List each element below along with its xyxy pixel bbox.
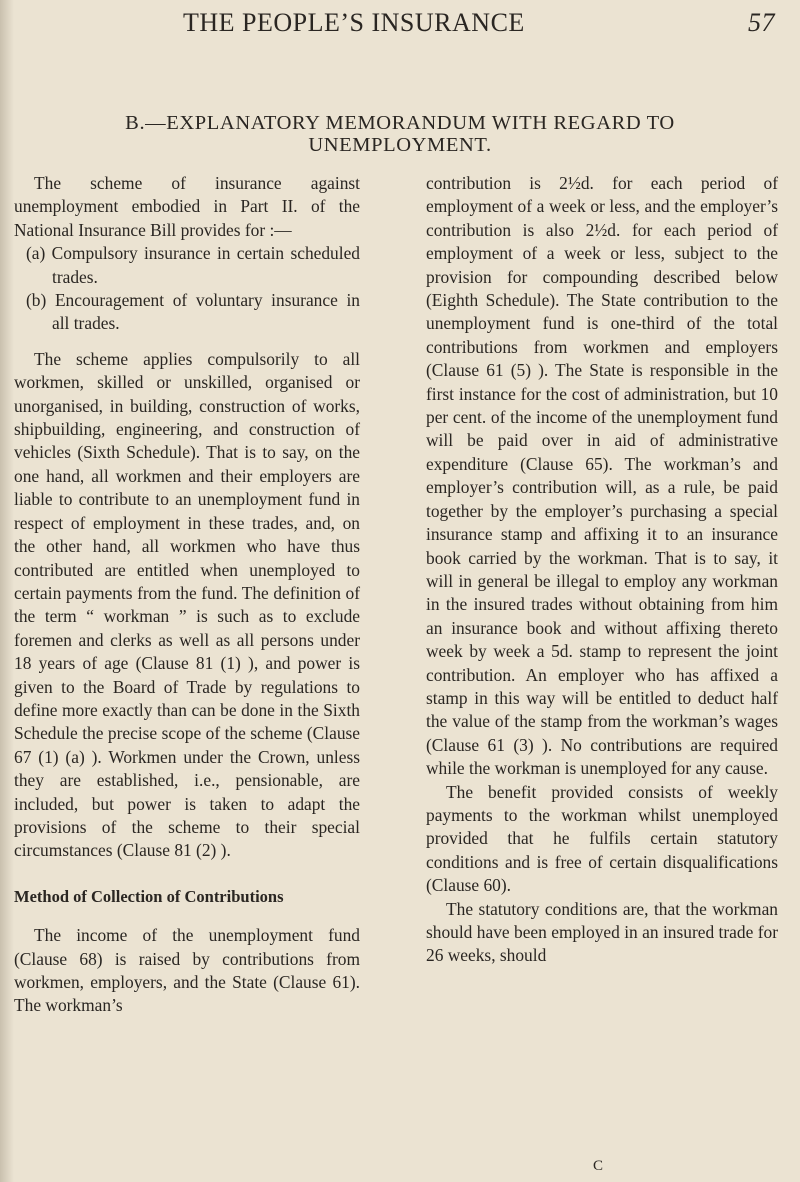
signature-mark: C	[593, 1158, 604, 1174]
section-heading-line1: B.—EXPLANATORY MEMORANDUM WITH REGARD TO	[125, 112, 675, 134]
income-paragraph: The income of the unemployment fund (Clause 68) is raised by contributions from workmen, employers, and the State (Clause 61). The workman’s	[14, 925, 360, 1016]
section-heading-line2: UNEMPLOYMENT.	[308, 134, 492, 156]
list-item-a: (a) Compulsory insurance in certain scheduled trades.	[26, 243, 360, 287]
scope-paragraph: The scheme applies compulsorily to all workmen, skilled or unskilled, organised or unorganised, in building, construction of works, shipbuilding, engineering, and construction of vehicles (Sixth Schedule). That is to say, on the one hand, all workmen and their employers are liable to contribute to an unemployment fund in respect of employment in these trades, and, on the other hand, all workmen who have thus contributed are entitled when unemployed to certain payments from the fund. The definition of the term “ workman ” is such as to exclude foremen and clerks as well as all persons under 18 years of age (Clause 81 (1) ), and power is given to the Board of Trade by regulations to define more exactly than can be done in the Sixth Schedule the precise scope of the scheme (Clause 67 (1) (a) ). Workmen under the Crown, unless they are established, i.e., pensionable, are included, but power is taken to adapt the provisions of the scheme to their special circumstances (Clause 81 (2) ).	[14, 348, 360, 861]
running-head	[0, 8, 800, 42]
intro-paragraph: The scheme of insurance against unemployment embodied in Part II. of the National Insurance Bill provides for :—	[14, 173, 360, 240]
section-heading	[0, 112, 800, 156]
left-column	[14, 172, 360, 1018]
benefit-paragraph: The benefit provided consists of weekly payments to the workman whilst unemployed provided that he fulfils certain statutory conditions and is free of certain disqualifications (Clause 60).	[426, 781, 778, 896]
conditions-paragraph: The statutory conditions are, that the workman should have been employed in an insured trade for 26 weeks, should	[426, 898, 778, 966]
running-title: THE PEOPLE’S INSURANCE	[183, 8, 525, 37]
list-item-b: (b) Encouragement of voluntary insurance in all trades.	[26, 290, 360, 334]
page-gutter-shadow	[0, 0, 14, 1182]
subheading-collection: Method of Collection of Contributions	[14, 886, 284, 906]
contribution-paragraph: contribution is 2½d. for each period of employment of a week or less, and the employer’s contribution is also 2½d. for each period of employment of a week or less, subject to the provision for compounding described below (Eighth Schedule). The State contribution to the unemployment fund is one-third of the total contributions from workmen and employers (Clause 61 (5) ). The State is responsible in the first instance for the cost of administration, but 10 per cent. of the income of the unemployment fund will be paid over in aid of administrative expenditure (Clause 65). The workman’s and employer’s contribution will, as a rule, be paid together by the employer’s purchasing a special insurance stamp and affixing it to an insurance book carried by the workman. That is to say, it will in general be illegal to employ any workman in the insured trades without obtaining from him an insurance book and without affixing thereto week by week a 5d. stamp to represent the joint contribution. An employer who has affixed a stamp in this way will be entitled to deduct half the value of the stamp from the workman’s wages (Clause 61 (3) ). No contributions are required while the workman is unemployed for any cause.	[426, 173, 778, 779]
page-number: 57	[748, 8, 775, 37]
right-column	[426, 172, 778, 968]
